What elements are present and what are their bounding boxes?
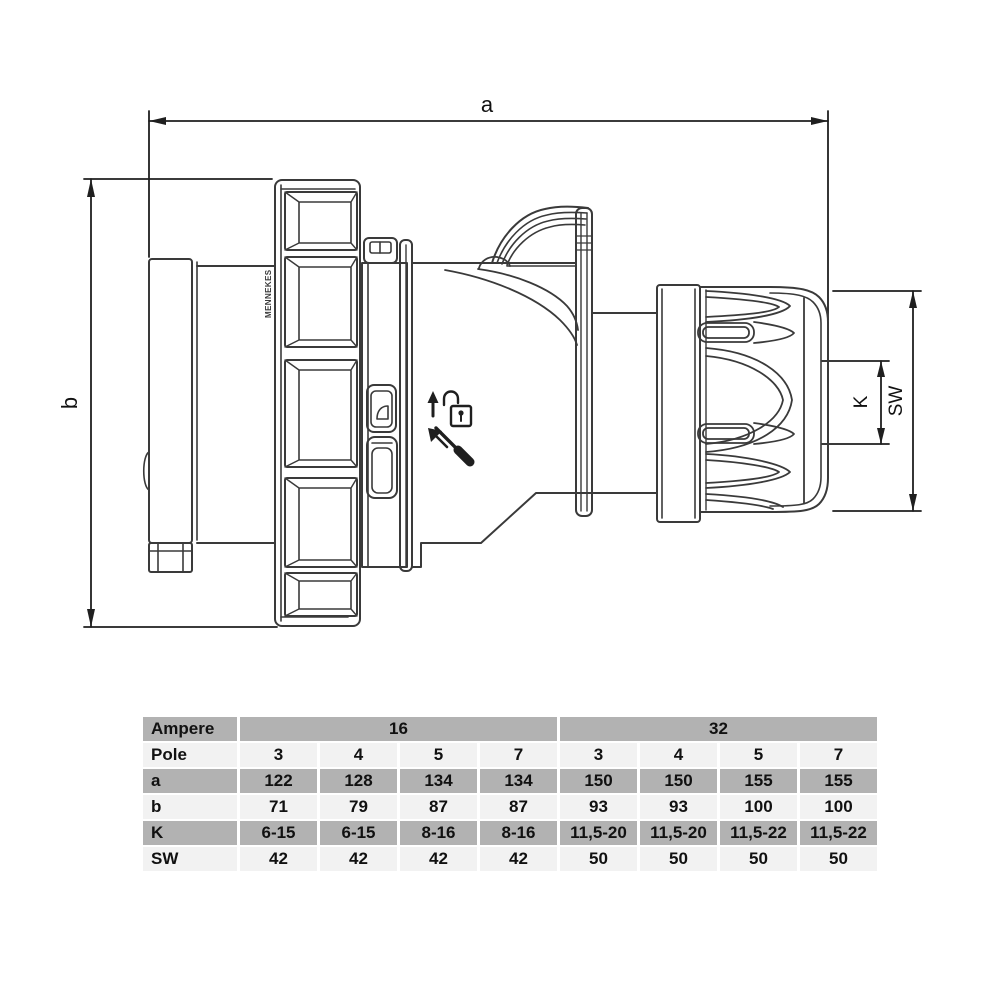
- dimension-k: [822, 361, 889, 444]
- open-padlock-icon: [444, 392, 471, 427]
- table-cell-b-2: 87: [400, 795, 477, 819]
- table-cell-sw-1: 42: [320, 847, 397, 871]
- table-row-label-pole: Pole: [143, 743, 237, 767]
- dimension-a: [149, 92, 828, 320]
- dimension-table: [140, 715, 880, 873]
- table-cell-k-1: 6-15: [320, 821, 397, 845]
- latch-clip-lower: [367, 437, 397, 498]
- table-cell-sw-5: 50: [640, 847, 717, 871]
- table-cell-k-2: 8-16: [400, 821, 477, 845]
- table-cell-sw-2: 42: [400, 847, 477, 871]
- table-cell-k-4: 11,5-20: [560, 821, 637, 845]
- up-arrow-icon: [428, 391, 439, 416]
- table-ampere-group-16: 16: [240, 717, 557, 741]
- table-cell-sw-7: 50: [800, 847, 877, 871]
- table-row-label-a: a: [143, 769, 237, 793]
- table-cell-sw-4: 50: [560, 847, 637, 871]
- table-cell-b-1: 79: [320, 795, 397, 819]
- table-cell-a-3: 134: [480, 769, 557, 793]
- table-cell-k-3: 8-16: [480, 821, 557, 845]
- table-cell-pole-2: 5: [400, 743, 477, 767]
- table-cell-pole-4: 3: [560, 743, 637, 767]
- dim-b-label: b: [57, 396, 82, 410]
- table-cell-a-7: 155: [800, 769, 877, 793]
- table-cell-pole-7: 7: [800, 743, 877, 767]
- collar-top-tab: [364, 238, 397, 263]
- table-cell-a-4: 150: [560, 769, 637, 793]
- sleeve-lobes: [698, 291, 794, 509]
- grip-sleeve: [698, 287, 828, 512]
- carry-handle: [479, 207, 588, 268]
- table-cell-pole-6: 5: [720, 743, 797, 767]
- table-cell-b-5: 93: [640, 795, 717, 819]
- table-ampere-group-32: 32: [560, 717, 877, 741]
- dim-sw-label: SW: [886, 385, 907, 417]
- table-cell-b-3: 87: [480, 795, 557, 819]
- flange-plate: [400, 240, 412, 571]
- screwdriver-icon: [436, 428, 470, 462]
- dimension-b: [57, 179, 277, 627]
- table-cell-k-6: 11,5-22: [720, 821, 797, 845]
- table-cell-sw-3: 42: [480, 847, 557, 871]
- table-row-label-ampere: Ampere: [143, 717, 237, 741]
- table-cell-sw-0: 42: [240, 847, 317, 871]
- table-row-label-k: K: [143, 821, 237, 845]
- table-cell-b-0: 71: [240, 795, 317, 819]
- table-cell-pole-1: 4: [320, 743, 397, 767]
- dim-k-label: K: [851, 395, 872, 409]
- sleeve-collar: [657, 285, 700, 522]
- table-cell-pole-3: 7: [480, 743, 557, 767]
- grip-ring-ribs: [285, 192, 357, 616]
- table-row-label-sw: SW: [143, 847, 237, 871]
- dim-a-label: a: [480, 92, 494, 117]
- table-cell-a-2: 134: [400, 769, 477, 793]
- table-cell-b-7: 100: [800, 795, 877, 819]
- rear-plate: [576, 208, 592, 516]
- table-cell-pole-0: 3: [240, 743, 317, 767]
- body-shell: [412, 263, 657, 567]
- table-cell-k-5: 11,5-20: [640, 821, 717, 845]
- brand-text: MENNEKES: [264, 269, 273, 318]
- table-cell-a-0: 122: [240, 769, 317, 793]
- cable-end-cap: [144, 259, 197, 572]
- table-cell-pole-5: 4: [640, 743, 717, 767]
- dimension-sw: [833, 291, 921, 511]
- table-cell-a-1: 128: [320, 769, 397, 793]
- table-cell-sw-6: 50: [720, 847, 797, 871]
- table-cell-a-5: 150: [640, 769, 717, 793]
- table-cell-a-6: 155: [720, 769, 797, 793]
- table-cell-b-4: 93: [560, 795, 637, 819]
- latch-clip-upper: [367, 385, 396, 432]
- unlock-instruction-icons: [428, 391, 472, 462]
- table-cell-k-7: 11,5-22: [800, 821, 877, 845]
- table-cell-b-6: 100: [720, 795, 797, 819]
- table-row-label-b: b: [143, 795, 237, 819]
- table-cell-k-0: 6-15: [240, 821, 317, 845]
- grip-ring: [275, 180, 360, 626]
